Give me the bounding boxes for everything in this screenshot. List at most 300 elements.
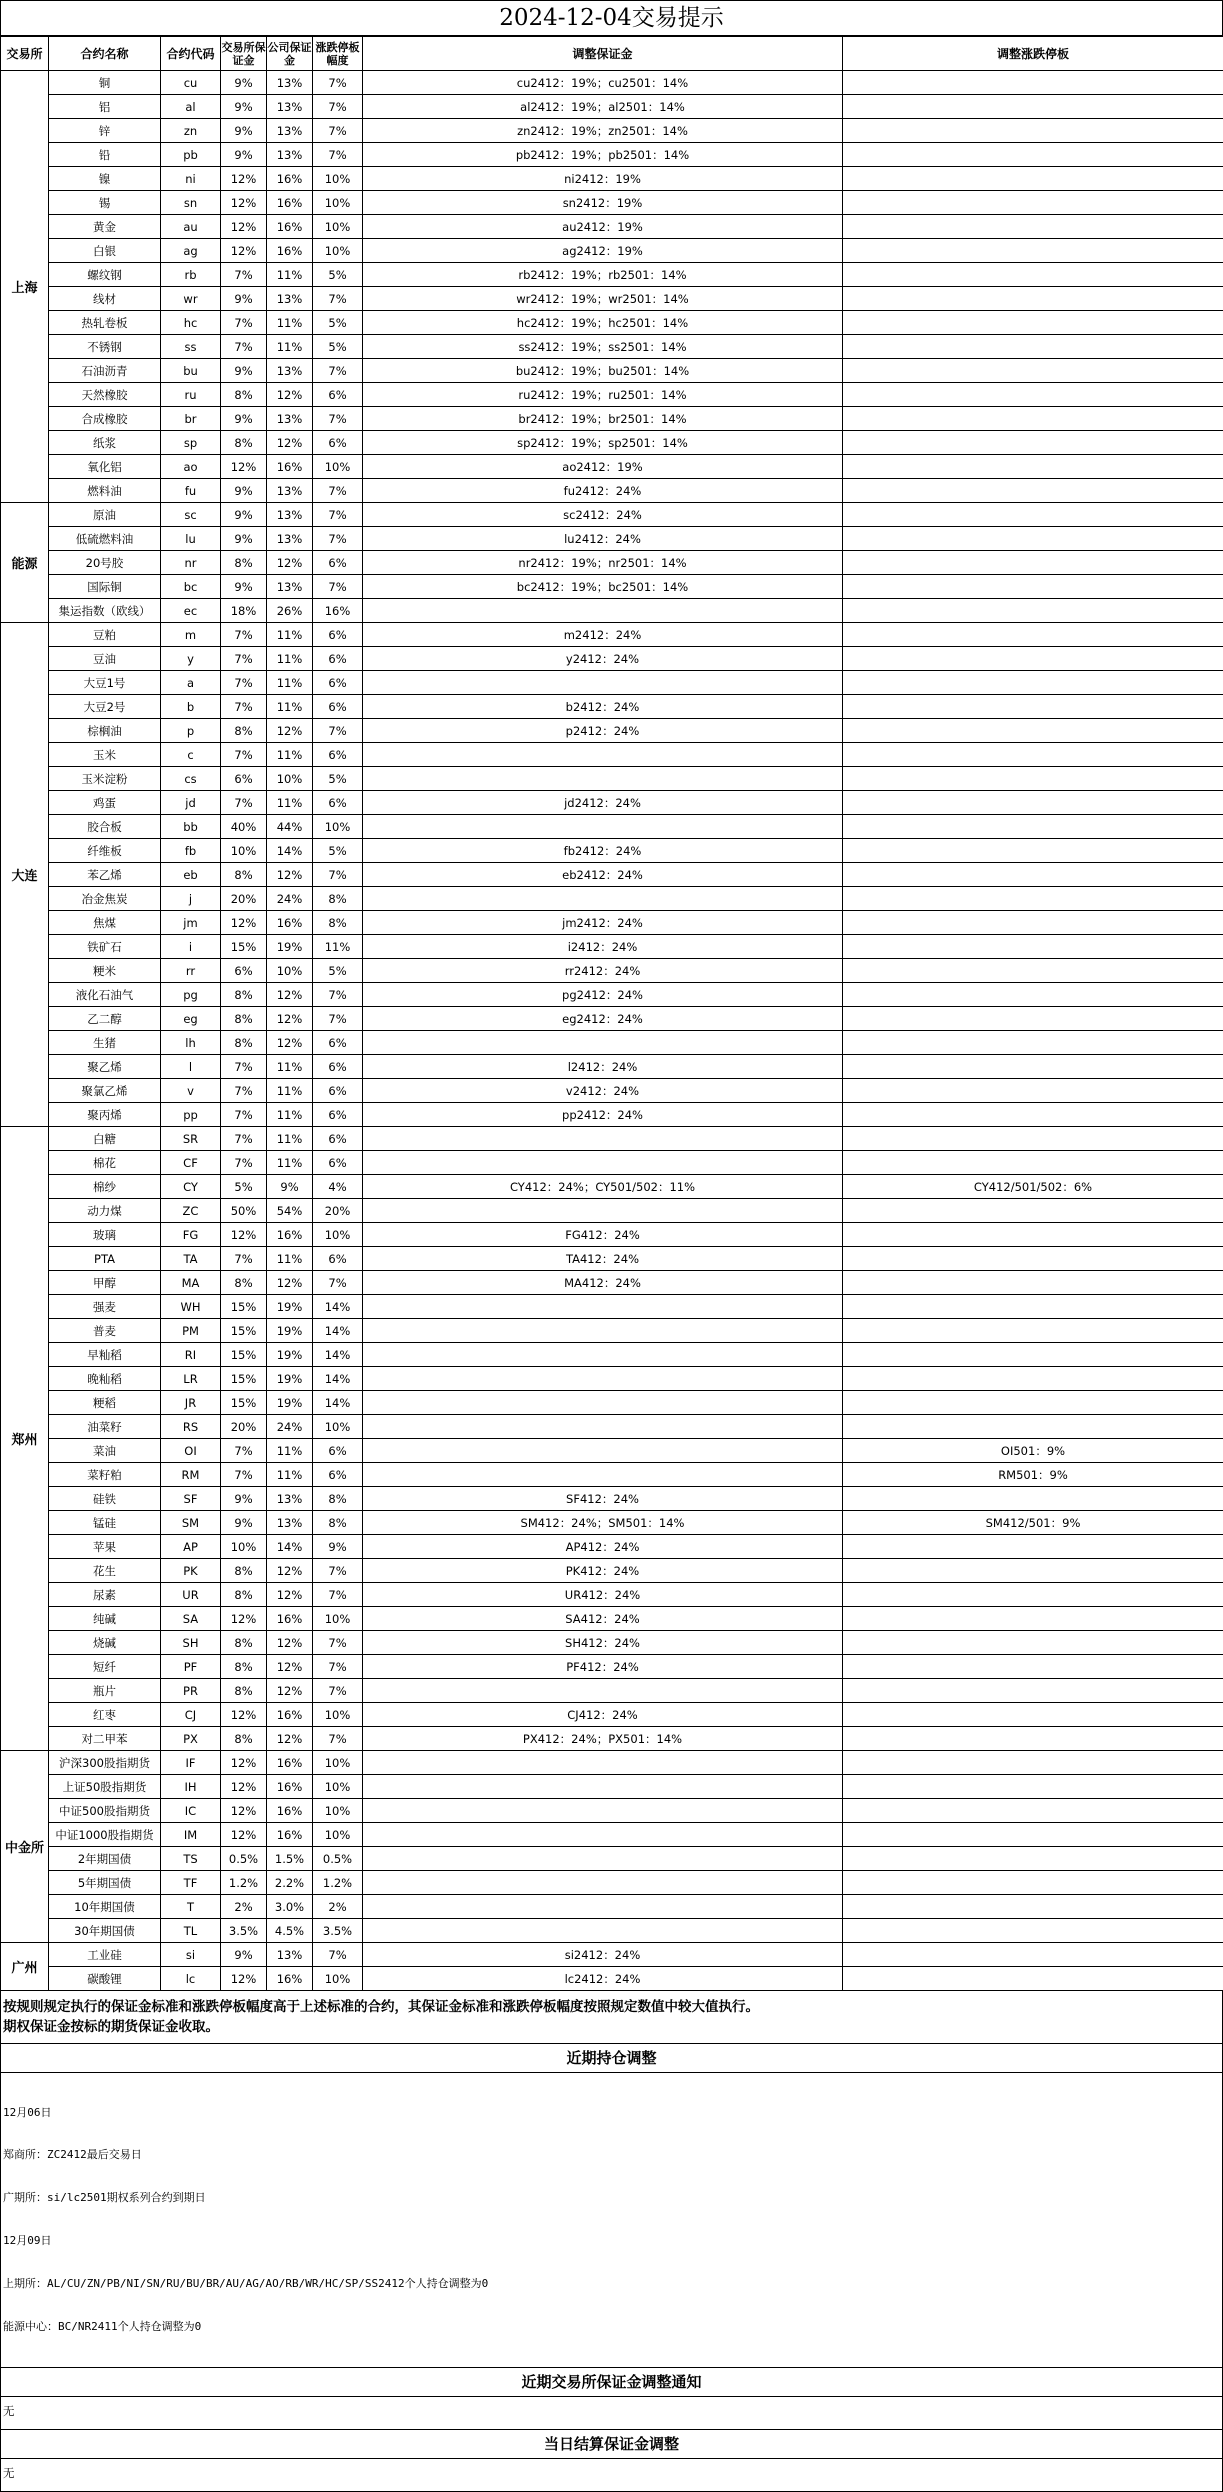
contract-code-cell: zn xyxy=(161,119,221,143)
table-row xyxy=(1,335,1223,359)
table-row xyxy=(1,503,1223,527)
adjusted-limit-cell xyxy=(843,1535,1223,1559)
adjusted-margin-cell: ni2412：19% xyxy=(363,167,843,191)
contract-name-cell: 粳米 xyxy=(49,959,161,983)
table-row xyxy=(1,359,1223,383)
table-row xyxy=(1,263,1223,287)
exchange-margin-cell: 12% xyxy=(221,167,267,191)
table-row xyxy=(1,767,1223,791)
company-margin-cell: 13% xyxy=(267,575,313,599)
col-header-company-margin: 公司保证金 xyxy=(267,37,313,71)
table-row xyxy=(1,1607,1223,1631)
contract-name-cell: 燃料油 xyxy=(49,479,161,503)
table-row xyxy=(1,1511,1223,1535)
table-row xyxy=(1,527,1223,551)
contract-code-cell: b xyxy=(161,695,221,719)
company-margin-cell: 16% xyxy=(267,1607,313,1631)
adjusted-limit-cell xyxy=(843,1151,1223,1175)
exchange-margin-cell: 1.2% xyxy=(221,1871,267,1895)
exchange-margin-cell: 9% xyxy=(221,1487,267,1511)
adjusted-margin-cell: sp2412：19%；sp2501：14% xyxy=(363,431,843,455)
contract-name-cell: 白银 xyxy=(49,239,161,263)
adjusted-limit-cell xyxy=(843,1655,1223,1679)
contract-code-cell: ao xyxy=(161,455,221,479)
company-margin-cell: 11% xyxy=(267,647,313,671)
limit-range-cell: 6% xyxy=(313,1439,363,1463)
adjusted-limit-cell xyxy=(843,1007,1223,1031)
company-margin-cell: 10% xyxy=(267,959,313,983)
contract-name-cell: 聚丙烯 xyxy=(49,1103,161,1127)
adjusted-margin-cell: eb2412：24% xyxy=(363,863,843,887)
contract-code-cell: ru xyxy=(161,383,221,407)
adjusted-margin-cell xyxy=(363,1679,843,1703)
contract-code-cell: PR xyxy=(161,1679,221,1703)
section-line: 12月06日 xyxy=(3,2106,1220,2120)
contract-code-cell: lh xyxy=(161,1031,221,1055)
limit-range-cell: 10% xyxy=(313,239,363,263)
company-margin-cell: 11% xyxy=(267,1151,313,1175)
exchange-margin-cell: 12% xyxy=(221,239,267,263)
exchange-margin-cell: 8% xyxy=(221,1583,267,1607)
limit-range-cell: 8% xyxy=(313,1487,363,1511)
exchange-margin-cell: 18% xyxy=(221,599,267,623)
limit-range-cell: 10% xyxy=(313,1799,363,1823)
limit-range-cell: 5% xyxy=(313,959,363,983)
contract-name-cell: 工业硅 xyxy=(49,1943,161,1967)
table-row xyxy=(1,1919,1223,1943)
exchange-margin-cell: 8% xyxy=(221,1655,267,1679)
adjusted-limit-cell xyxy=(843,1943,1223,1967)
contract-code-cell: al xyxy=(161,95,221,119)
company-margin-cell: 12% xyxy=(267,431,313,455)
adjusted-limit-cell xyxy=(843,479,1223,503)
contract-name-cell: 氧化铝 xyxy=(49,455,161,479)
table-row xyxy=(1,1703,1223,1727)
adjusted-margin-cell: bu2412：19%；bu2501：14% xyxy=(363,359,843,383)
table-row xyxy=(1,671,1223,695)
contract-name-cell: 粳稻 xyxy=(49,1391,161,1415)
company-margin-cell: 13% xyxy=(267,503,313,527)
contract-name-cell: 5年期国债 xyxy=(49,1871,161,1895)
contract-name-cell: 甲醇 xyxy=(49,1271,161,1295)
exchange-margin-cell: 9% xyxy=(221,71,267,95)
contract-name-cell: 焦煤 xyxy=(49,911,161,935)
contract-code-cell: PK xyxy=(161,1559,221,1583)
contract-code-cell: j xyxy=(161,887,221,911)
exchange-cell: 郑州 xyxy=(1,1127,49,1751)
company-margin-cell: 24% xyxy=(267,887,313,911)
adjusted-margin-cell xyxy=(363,743,843,767)
table-row xyxy=(1,455,1223,479)
adjusted-limit-cell xyxy=(843,119,1223,143)
contract-name-cell: 集运指数（欧线） xyxy=(49,599,161,623)
adjusted-margin-cell: zn2412：19%；zn2501：14% xyxy=(363,119,843,143)
adjusted-limit-cell xyxy=(843,1199,1223,1223)
contract-code-cell: ni xyxy=(161,167,221,191)
adjusted-margin-cell: jd2412：24% xyxy=(363,791,843,815)
company-margin-cell: 11% xyxy=(267,743,313,767)
company-margin-cell: 16% xyxy=(267,1703,313,1727)
exchange-margin-cell: 3.5% xyxy=(221,1919,267,1943)
contract-code-cell: RM xyxy=(161,1463,221,1487)
margin-table xyxy=(0,36,1223,1991)
contract-name-cell: 玻璃 xyxy=(49,1223,161,1247)
col-header-contract-code: 合约代码 xyxy=(161,37,221,71)
table-row xyxy=(1,1223,1223,1247)
adjusted-margin-cell: SM412：24%；SM501：14% xyxy=(363,1511,843,1535)
exchange-margin-cell: 8% xyxy=(221,719,267,743)
adjusted-limit-cell xyxy=(843,1247,1223,1271)
adjusted-limit-cell xyxy=(843,407,1223,431)
adjusted-limit-cell xyxy=(843,527,1223,551)
contract-name-cell: 菜油 xyxy=(49,1439,161,1463)
adjusted-margin-cell xyxy=(363,1823,843,1847)
limit-range-cell: 7% xyxy=(313,503,363,527)
table-row xyxy=(1,479,1223,503)
company-margin-cell: 9% xyxy=(267,1175,313,1199)
contract-code-cell: TL xyxy=(161,1919,221,1943)
contract-code-cell: CF xyxy=(161,1151,221,1175)
table-row xyxy=(1,623,1223,647)
contract-code-cell: SR xyxy=(161,1127,221,1151)
col-header-adjusted-margin: 调整保证金 xyxy=(363,37,843,71)
table-row xyxy=(1,719,1223,743)
company-margin-cell: 12% xyxy=(267,1559,313,1583)
company-margin-cell: 44% xyxy=(267,815,313,839)
table-row xyxy=(1,551,1223,575)
exchange-margin-cell: 9% xyxy=(221,1943,267,1967)
contract-name-cell: 铜 xyxy=(49,71,161,95)
contract-name-cell: 30年期国债 xyxy=(49,1919,161,1943)
adjusted-margin-cell: PX412：24%；PX501：14% xyxy=(363,1727,843,1751)
rules-note-line: 按规则规定执行的保证金标准和涨跌停板幅度高于上述标准的合约，其保证金标准和涨跌停板幅度按照规定数值中较大值执行。 xyxy=(3,1997,1220,2017)
limit-range-cell: 6% xyxy=(313,1151,363,1175)
adjusted-margin-cell: UR412：24% xyxy=(363,1583,843,1607)
adjusted-margin-cell: sc2412：24% xyxy=(363,503,843,527)
adjusted-limit-cell xyxy=(843,191,1223,215)
adjusted-limit-cell xyxy=(843,911,1223,935)
section-title-position-adjustment: 近期持仓调整 xyxy=(1,2044,1222,2073)
company-margin-cell: 13% xyxy=(267,479,313,503)
adjusted-margin-cell: PK412：24% xyxy=(363,1559,843,1583)
limit-range-cell: 10% xyxy=(313,191,363,215)
limit-range-cell: 6% xyxy=(313,1127,363,1151)
adjusted-margin-cell: v2412：24% xyxy=(363,1079,843,1103)
company-margin-cell: 13% xyxy=(267,1487,313,1511)
exchange-margin-cell: 12% xyxy=(221,1703,267,1727)
contract-name-cell: 胶合板 xyxy=(49,815,161,839)
exchange-margin-cell: 20% xyxy=(221,1415,267,1439)
contract-code-cell: jm xyxy=(161,911,221,935)
adjusted-limit-cell xyxy=(843,1487,1223,1511)
col-header-exchange-margin: 交易所保证金 xyxy=(221,37,267,71)
contract-name-cell: 原油 xyxy=(49,503,161,527)
exchange-margin-cell: 8% xyxy=(221,1559,267,1583)
table-row xyxy=(1,407,1223,431)
section-line: 郑商所：ZC2412最后交易日 xyxy=(3,2148,1220,2162)
company-margin-cell: 19% xyxy=(267,1319,313,1343)
table-row xyxy=(1,647,1223,671)
exchange-margin-cell: 6% xyxy=(221,767,267,791)
contract-name-cell: 石油沥青 xyxy=(49,359,161,383)
exchange-margin-cell: 7% xyxy=(221,1079,267,1103)
adjusted-limit-cell xyxy=(843,743,1223,767)
contract-name-cell: 棉纱 xyxy=(49,1175,161,1199)
limit-range-cell: 10% xyxy=(313,1703,363,1727)
limit-range-cell: 5% xyxy=(313,335,363,359)
adjusted-limit-cell xyxy=(843,815,1223,839)
adjusted-limit-cell xyxy=(843,887,1223,911)
limit-range-cell: 7% xyxy=(313,143,363,167)
contract-code-cell: SM xyxy=(161,1511,221,1535)
contract-name-cell: 棉花 xyxy=(49,1151,161,1175)
limit-range-cell: 10% xyxy=(313,215,363,239)
contract-code-cell: PF xyxy=(161,1655,221,1679)
contract-code-cell: bc xyxy=(161,575,221,599)
col-header-adjusted-limit: 调整涨跌停板 xyxy=(843,37,1223,71)
table-row xyxy=(1,1823,1223,1847)
contract-code-cell: CJ xyxy=(161,1703,221,1727)
table-row xyxy=(1,1295,1223,1319)
exchange-cell: 广州 xyxy=(1,1943,49,1991)
limit-range-cell: 10% xyxy=(313,1607,363,1631)
adjusted-margin-cell xyxy=(363,815,843,839)
adjusted-margin-cell xyxy=(363,1391,843,1415)
contract-name-cell: 烧碱 xyxy=(49,1631,161,1655)
adjusted-limit-cell xyxy=(843,671,1223,695)
contract-name-cell: 豆粕 xyxy=(49,623,161,647)
limit-range-cell: 6% xyxy=(313,743,363,767)
contract-code-cell: FG xyxy=(161,1223,221,1247)
adjusted-margin-cell: br2412：19%；br2501：14% xyxy=(363,407,843,431)
adjusted-limit-cell xyxy=(843,863,1223,887)
table-row xyxy=(1,983,1223,1007)
exchange-margin-cell: 10% xyxy=(221,1535,267,1559)
table-row xyxy=(1,575,1223,599)
exchange-margin-cell: 8% xyxy=(221,1727,267,1751)
contract-code-cell: TA xyxy=(161,1247,221,1271)
company-margin-cell: 11% xyxy=(267,1127,313,1151)
contract-code-cell: RS xyxy=(161,1415,221,1439)
limit-range-cell: 14% xyxy=(313,1367,363,1391)
contract-name-cell: 热轧卷板 xyxy=(49,311,161,335)
adjusted-margin-cell: bc2412：19%；bc2501：14% xyxy=(363,575,843,599)
contract-name-cell: 红枣 xyxy=(49,1703,161,1727)
exchange-margin-cell: 8% xyxy=(221,863,267,887)
adjusted-margin-cell xyxy=(363,1751,843,1775)
section-line: 能源中心：BC/NR2411个人持仓调整为0 xyxy=(3,2320,1220,2334)
limit-range-cell: 10% xyxy=(313,1415,363,1439)
contract-name-cell: 聚乙烯 xyxy=(49,1055,161,1079)
limit-range-cell: 20% xyxy=(313,1199,363,1223)
exchange-margin-cell: 9% xyxy=(221,287,267,311)
table-row xyxy=(1,1583,1223,1607)
table-header-row xyxy=(1,37,1223,71)
contract-code-cell: v xyxy=(161,1079,221,1103)
company-margin-cell: 24% xyxy=(267,1415,313,1439)
adjusted-margin-cell: rr2412：24% xyxy=(363,959,843,983)
contract-name-cell: 锡 xyxy=(49,191,161,215)
limit-range-cell: 5% xyxy=(313,311,363,335)
contract-code-cell: c xyxy=(161,743,221,767)
exchange-margin-cell: 7% xyxy=(221,647,267,671)
adjusted-limit-cell xyxy=(843,1079,1223,1103)
contract-code-cell: CY xyxy=(161,1175,221,1199)
company-margin-cell: 13% xyxy=(267,1511,313,1535)
contract-name-cell: 花生 xyxy=(49,1559,161,1583)
exchange-margin-cell: 12% xyxy=(221,911,267,935)
adjusted-limit-cell xyxy=(843,695,1223,719)
contract-code-cell: pp xyxy=(161,1103,221,1127)
adjusted-limit-cell xyxy=(843,599,1223,623)
adjusted-limit-cell xyxy=(843,311,1223,335)
table-row xyxy=(1,1967,1223,1991)
company-margin-cell: 11% xyxy=(267,1439,313,1463)
contract-code-cell: pg xyxy=(161,983,221,1007)
contract-name-cell: 10年期国债 xyxy=(49,1895,161,1919)
table-row xyxy=(1,1895,1223,1919)
adjusted-limit-cell xyxy=(843,767,1223,791)
limit-range-cell: 10% xyxy=(313,1775,363,1799)
limit-range-cell: 7% xyxy=(313,1679,363,1703)
adjusted-limit-cell xyxy=(843,1559,1223,1583)
company-margin-cell: 14% xyxy=(267,839,313,863)
table-row xyxy=(1,1151,1223,1175)
company-margin-cell: 11% xyxy=(267,1055,313,1079)
contract-code-cell: hc xyxy=(161,311,221,335)
contract-name-cell: PTA xyxy=(49,1247,161,1271)
contract-code-cell: sn xyxy=(161,191,221,215)
adjusted-margin-cell: ss2412：19%；ss2501：14% xyxy=(363,335,843,359)
adjusted-margin-cell: hc2412：19%；hc2501：14% xyxy=(363,311,843,335)
limit-range-cell: 7% xyxy=(313,95,363,119)
contract-name-cell: 上证50股指期货 xyxy=(49,1775,161,1799)
limit-range-cell: 7% xyxy=(313,1007,363,1031)
company-margin-cell: 12% xyxy=(267,383,313,407)
adjusted-limit-cell xyxy=(843,167,1223,191)
contract-code-cell: IM xyxy=(161,1823,221,1847)
table-row xyxy=(1,95,1223,119)
company-margin-cell: 16% xyxy=(267,1823,313,1847)
contract-name-cell: 短纤 xyxy=(49,1655,161,1679)
contract-name-cell: 铝 xyxy=(49,95,161,119)
limit-range-cell: 7% xyxy=(313,863,363,887)
company-margin-cell: 12% xyxy=(267,1631,313,1655)
table-row xyxy=(1,1199,1223,1223)
adjusted-margin-cell: p2412：24% xyxy=(363,719,843,743)
exchange-margin-cell: 7% xyxy=(221,1127,267,1151)
adjusted-limit-cell xyxy=(843,1823,1223,1847)
adjusted-margin-cell xyxy=(363,1439,843,1463)
company-margin-cell: 11% xyxy=(267,791,313,815)
table-row xyxy=(1,1727,1223,1751)
contract-name-cell: 线材 xyxy=(49,287,161,311)
adjusted-margin-cell: al2412：19%；al2501：14% xyxy=(363,95,843,119)
adjusted-limit-cell xyxy=(843,1967,1223,1991)
exchange-margin-cell: 12% xyxy=(221,1751,267,1775)
contract-code-cell: jd xyxy=(161,791,221,815)
adjusted-limit-cell xyxy=(843,959,1223,983)
adjusted-limit-cell xyxy=(843,1391,1223,1415)
table-body xyxy=(1,71,1223,1991)
contract-code-cell: ZC xyxy=(161,1199,221,1223)
adjusted-limit-cell xyxy=(843,719,1223,743)
adjusted-margin-cell xyxy=(363,887,843,911)
exchange-margin-cell: 7% xyxy=(221,743,267,767)
adjusted-limit-cell xyxy=(843,1415,1223,1439)
adjusted-limit-cell xyxy=(843,1847,1223,1871)
table-row xyxy=(1,1751,1223,1775)
contract-name-cell: 纸浆 xyxy=(49,431,161,455)
table-row xyxy=(1,311,1223,335)
contract-name-cell: 白糖 xyxy=(49,1127,161,1151)
limit-range-cell: 7% xyxy=(313,1631,363,1655)
limit-range-cell: 7% xyxy=(313,1727,363,1751)
adjusted-margin-cell xyxy=(363,1319,843,1343)
company-margin-cell: 11% xyxy=(267,671,313,695)
company-margin-cell: 13% xyxy=(267,527,313,551)
contract-code-cell: LR xyxy=(161,1367,221,1391)
adjusted-limit-cell xyxy=(843,791,1223,815)
exchange-margin-cell: 9% xyxy=(221,503,267,527)
adjusted-limit-cell xyxy=(843,575,1223,599)
company-margin-cell: 13% xyxy=(267,143,313,167)
limit-range-cell: 9% xyxy=(313,1535,363,1559)
company-margin-cell: 12% xyxy=(267,1655,313,1679)
contract-code-cell: eb xyxy=(161,863,221,887)
contract-name-cell: 中证1000股指期货 xyxy=(49,1823,161,1847)
adjusted-limit-cell xyxy=(843,1799,1223,1823)
adjusted-margin-cell: fu2412：24% xyxy=(363,479,843,503)
contract-code-cell: i xyxy=(161,935,221,959)
contract-code-cell: eg xyxy=(161,1007,221,1031)
contract-name-cell: 菜籽粕 xyxy=(49,1463,161,1487)
exchange-margin-cell: 40% xyxy=(221,815,267,839)
contract-code-cell: fb xyxy=(161,839,221,863)
contract-name-cell: 普麦 xyxy=(49,1319,161,1343)
contract-code-cell: ag xyxy=(161,239,221,263)
contract-code-cell: lu xyxy=(161,527,221,551)
company-margin-cell: 11% xyxy=(267,1103,313,1127)
limit-range-cell: 14% xyxy=(313,1391,363,1415)
contract-name-cell: 大豆2号 xyxy=(49,695,161,719)
company-margin-cell: 19% xyxy=(267,1391,313,1415)
adjusted-limit-cell xyxy=(843,95,1223,119)
contract-name-cell: 豆油 xyxy=(49,647,161,671)
exchange-margin-cell: 12% xyxy=(221,1967,267,1991)
contract-name-cell: 铁矿石 xyxy=(49,935,161,959)
rules-note-line: 期权保证金按标的期货保证金收取。 xyxy=(3,2017,1220,2037)
contract-name-cell: 纤维板 xyxy=(49,839,161,863)
exchange-margin-cell: 9% xyxy=(221,575,267,599)
adjusted-limit-cell xyxy=(843,143,1223,167)
company-margin-cell: 12% xyxy=(267,1679,313,1703)
company-margin-cell: 13% xyxy=(267,407,313,431)
company-margin-cell: 16% xyxy=(267,1751,313,1775)
limit-range-cell: 10% xyxy=(313,815,363,839)
footer-area xyxy=(0,1991,1223,2492)
adjusted-margin-cell: PF412：24% xyxy=(363,1655,843,1679)
table-row xyxy=(1,1415,1223,1439)
table-row xyxy=(1,1535,1223,1559)
contract-code-cell: IC xyxy=(161,1799,221,1823)
company-margin-cell: 13% xyxy=(267,95,313,119)
section-body-position-adjustment xyxy=(1,2073,1222,2368)
contract-code-cell: PX xyxy=(161,1727,221,1751)
company-margin-cell: 16% xyxy=(267,455,313,479)
exchange-margin-cell: 2% xyxy=(221,1895,267,1919)
col-header-limit: 涨跌停板幅度 xyxy=(313,37,363,71)
